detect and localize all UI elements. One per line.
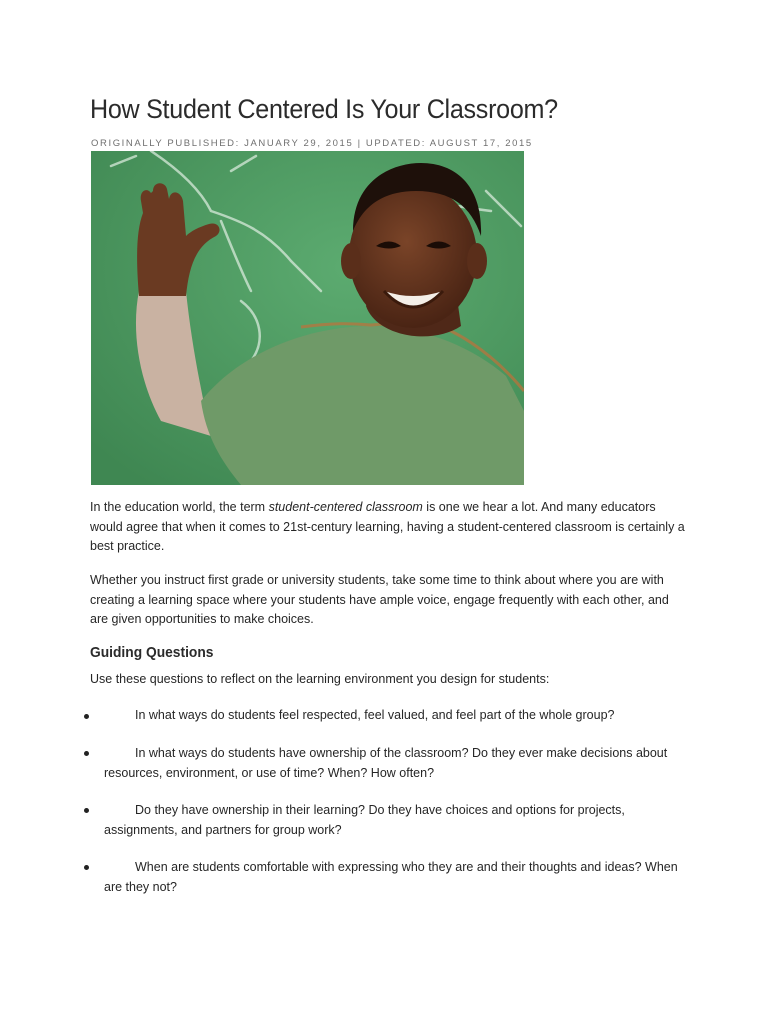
- bullet-icon: [84, 751, 89, 756]
- bullet-icon: [84, 865, 89, 870]
- questions-intro: Use these questions to reflect on the learning environment you design for students:: [90, 672, 550, 686]
- list-item: In what ways do students feel respected, feel valued, and feel part of the whole group?: [135, 708, 615, 722]
- context-paragraph: Whether you instruct first grade or university students, take some time to think about where you are with creating a learning space where your students have ample voice, engage frequently with each other, and are given opportunities to make choices.: [90, 573, 669, 626]
- publish-date-meta: ORIGINALLY PUBLISHED: JANUARY 29, 2015 | UPDATED: AUGUST 17, 2015: [91, 138, 533, 149]
- article-title: How Student Centered Is Your Classroom?: [90, 94, 558, 124]
- list-item: Do they have ownership in their learning? Do they have choices and options for projects, assignments, and partners for group work?: [104, 803, 625, 837]
- bullet-icon: [84, 714, 89, 719]
- intro-text-start: In the education world, the term: [90, 500, 269, 514]
- bullet-icon: [84, 808, 89, 813]
- student-centered-term: student-centered classroom: [268, 500, 423, 514]
- list-item: In what ways do students have ownership of the classroom? Do they ever make decisions about resources, environment, or use of time? When? How often?: [104, 746, 668, 780]
- intro-text-end: is one we hear a lot. And many educators would agree that when it comes to 21st-century learning, having a student-centered classroom is certainly a best practice.: [90, 500, 685, 553]
- article-photo: [91, 151, 524, 485]
- guiding-questions-heading: Guiding Questions: [90, 644, 214, 661]
- list-item: When are students comfortable with expressing who they are and their thoughts and ideas? When are they not?: [104, 860, 678, 894]
- intro-paragraph: [90, 498, 690, 557]
